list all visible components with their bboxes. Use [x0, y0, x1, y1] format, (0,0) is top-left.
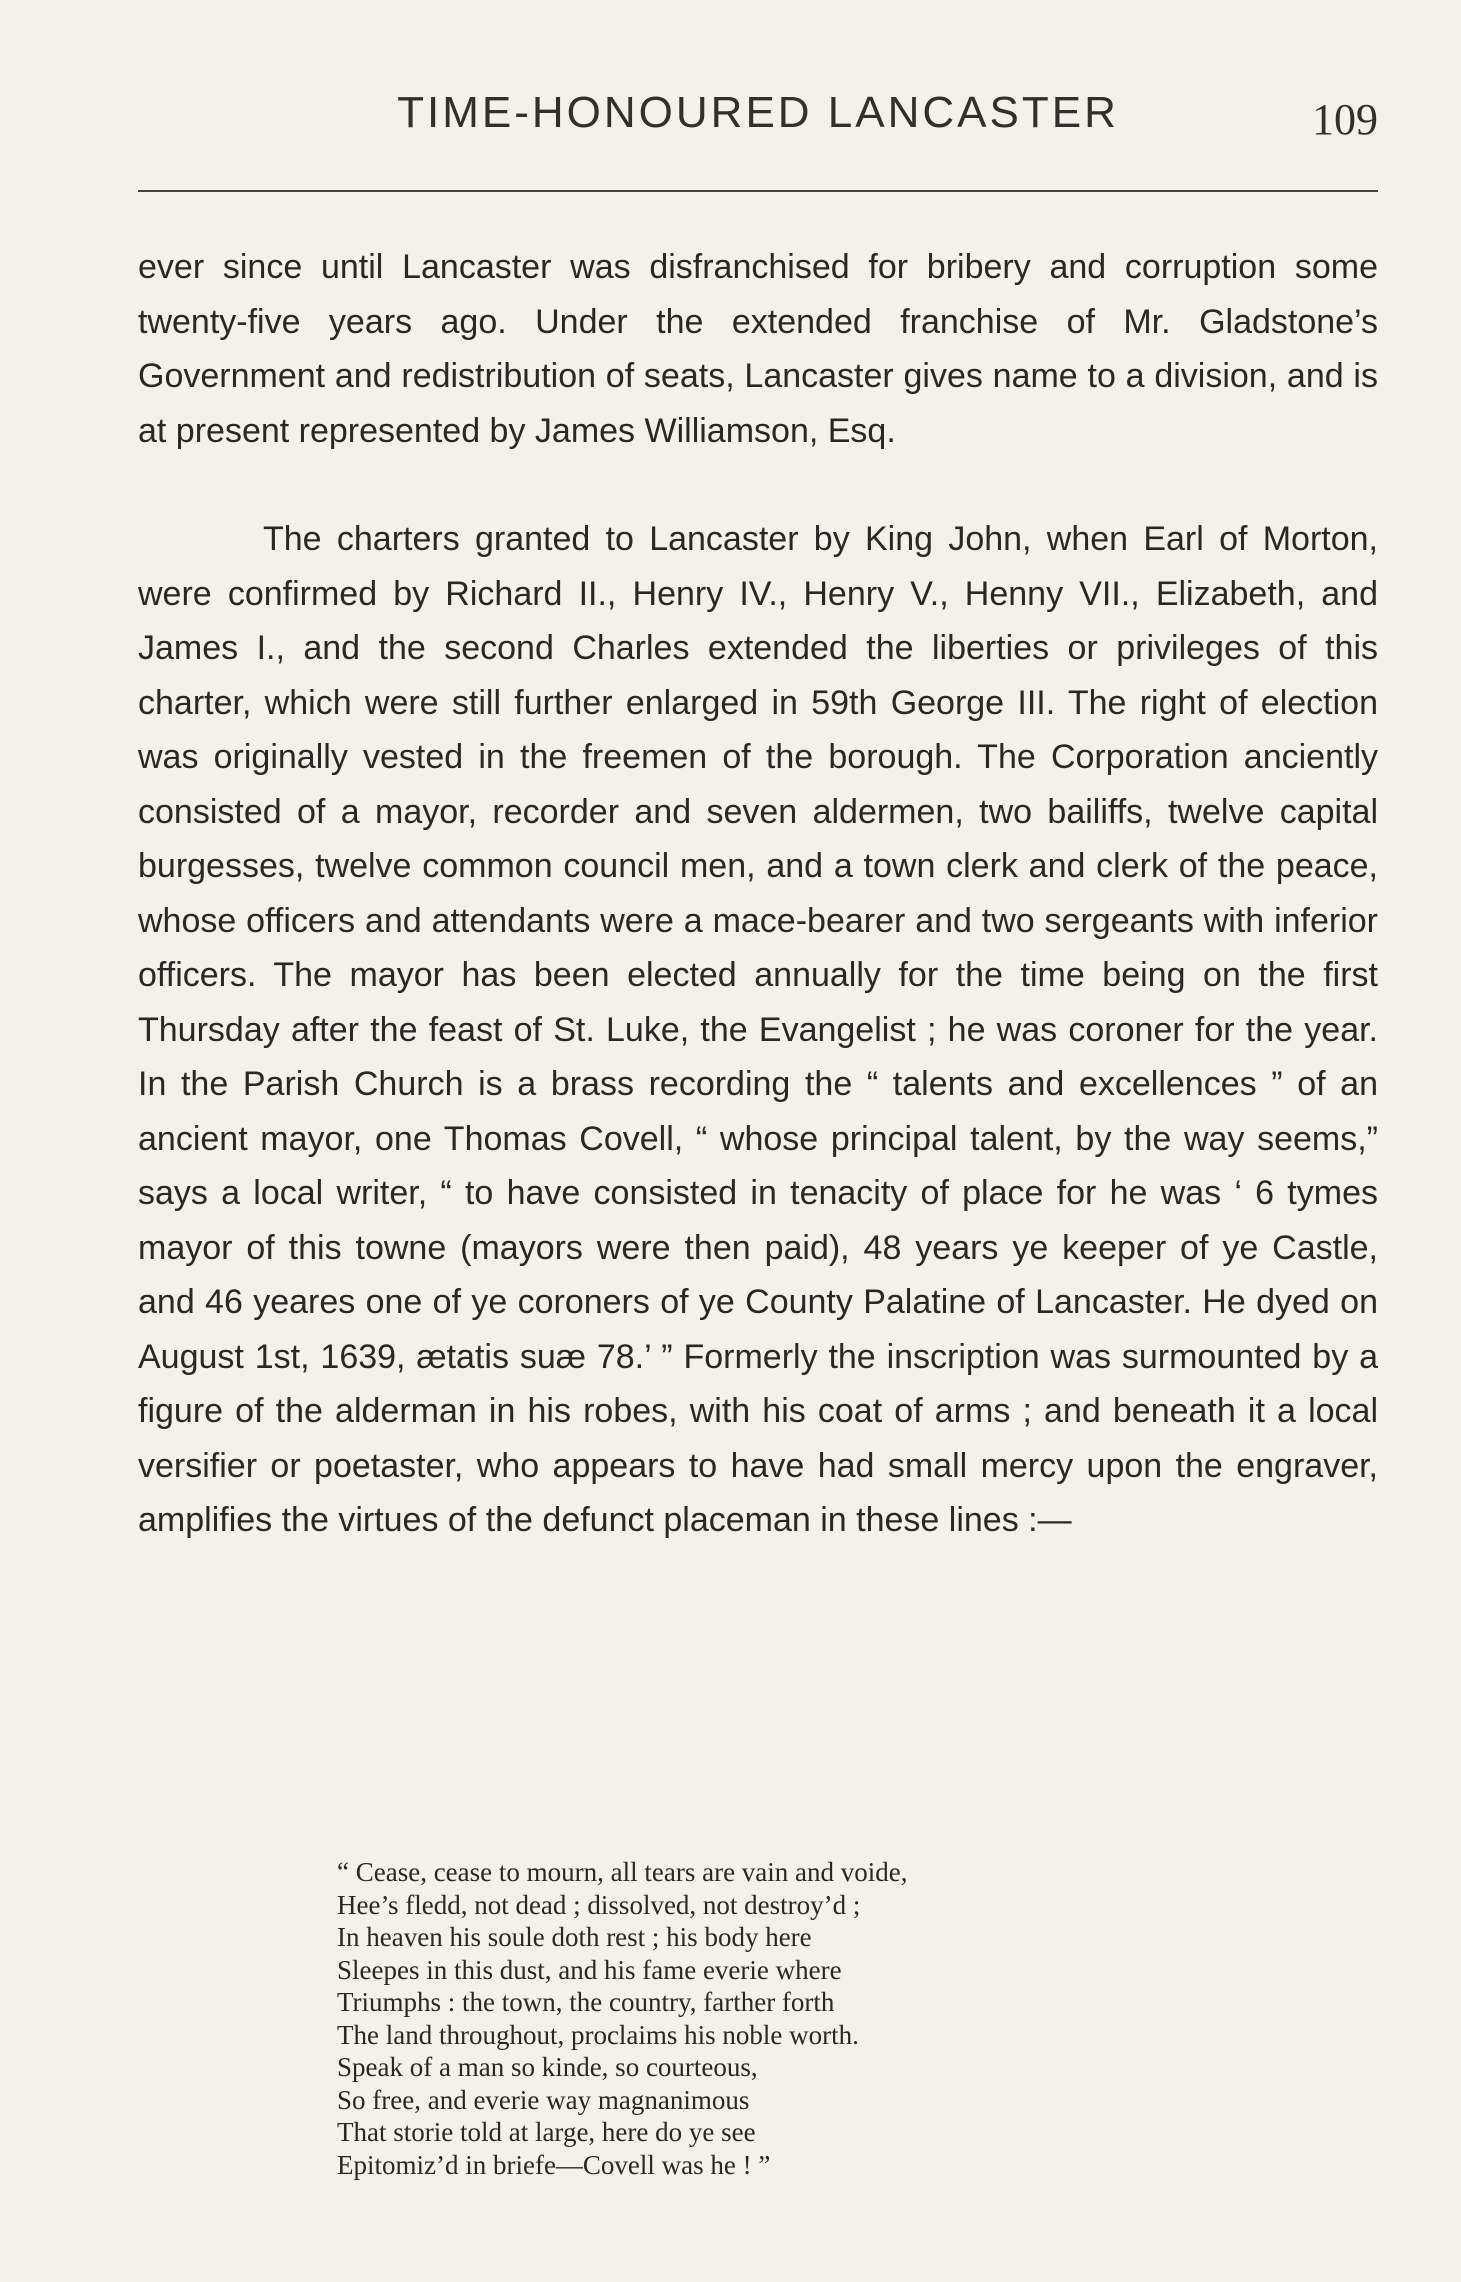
- verse-quotation: [337, 1856, 1297, 2181]
- verse-line: Triumphs : the town, the country, farther forth: [337, 1987, 835, 2017]
- verse-line: The land throughout, proclaims his noble worth.: [337, 2019, 859, 2050]
- page-number: 109: [1312, 95, 1378, 144]
- header-rule: [138, 190, 1378, 192]
- verse-line: Speak of a man so kinde, so courteous,: [337, 2052, 758, 2082]
- verse-line: That storie told at large, here do ye see: [337, 2117, 756, 2147]
- verse-line: In heaven his soule doth rest ; his body here: [337, 1922, 812, 1952]
- paragraph-charters: The charters granted to Lancaster by King John, when Earl of Morton, were confirmed by Richard II., Henry IV., Henry V., Henny VII., Elizabeth, and James I., and the second Charles extended the liberties or privileges of this charter, which were still further enlarged in 59th George III. The right of election was originally vested in the freemen of the borough. The Corporation anciently consisted of a mayor, recorder and seven aldermen, two bailiffs, twelve capital burgesses, twelve common council men, and a town clerk and clerk of the peace, whose officers and attendants were a mace-bearer and two sergeants with inferior officers. The mayor has been elected annually for the time being on the first Thursday after the feast of St. Luke, the Evangelist ; he was coroner for the year. In the Parish Church is a brass recording the “ talents and excellences ” of an ancient mayor, one Thomas Covell, “ whose principal talent, by the way seems,” says a local writer, “ to have consisted in tenacity of place for he was ‘ 6 tymes mayor of this towne (mayors were then paid), 48 years ye keeper of ye Castle, and 46 yeares one of ye coroners of ye County Palatine of Lancaster. He dyed on August 1st, 1639, ætatis suæ 78.’ ” Formerly the inscription was surmounted by a figure of the alderman in his robes, with his coat of arms ; and beneath it a local versifier or poetaster, who appears to have had small mercy upon the engraver, amplifies the virtues of the defunct placeman in these lines :—: [138, 520, 1378, 1539]
- verse-line: Epitomiz’d in briefe—Covell was he ! ”: [337, 2149, 771, 2180]
- running-title: TIME-HONOURED LANCASTER: [397, 88, 1119, 137]
- verse-line: “ Cease, cease to mourn, all tears are vain and voide,: [337, 1857, 908, 1887]
- paragraph-continuation: ever since until Lancaster was disfranchised for bribery and corruption some twenty-five years ago. Under the extended franchise of Mr. Gladstone’s Government and redistribution of seats, Lancaster gives name to a division, and is at present represented by James Williamson, Esq.: [138, 248, 1378, 450]
- body-text: [138, 240, 1378, 1548]
- verse-line: Hee’s fledd, not dead ; dissolved, not destroy’d ;: [337, 1889, 861, 1920]
- page-header: [138, 88, 1378, 148]
- verse-line: So free, and everie way magnanimous: [337, 2084, 750, 2115]
- verse-line: Sleepes in this dust, and his fame everie where: [337, 1954, 842, 1985]
